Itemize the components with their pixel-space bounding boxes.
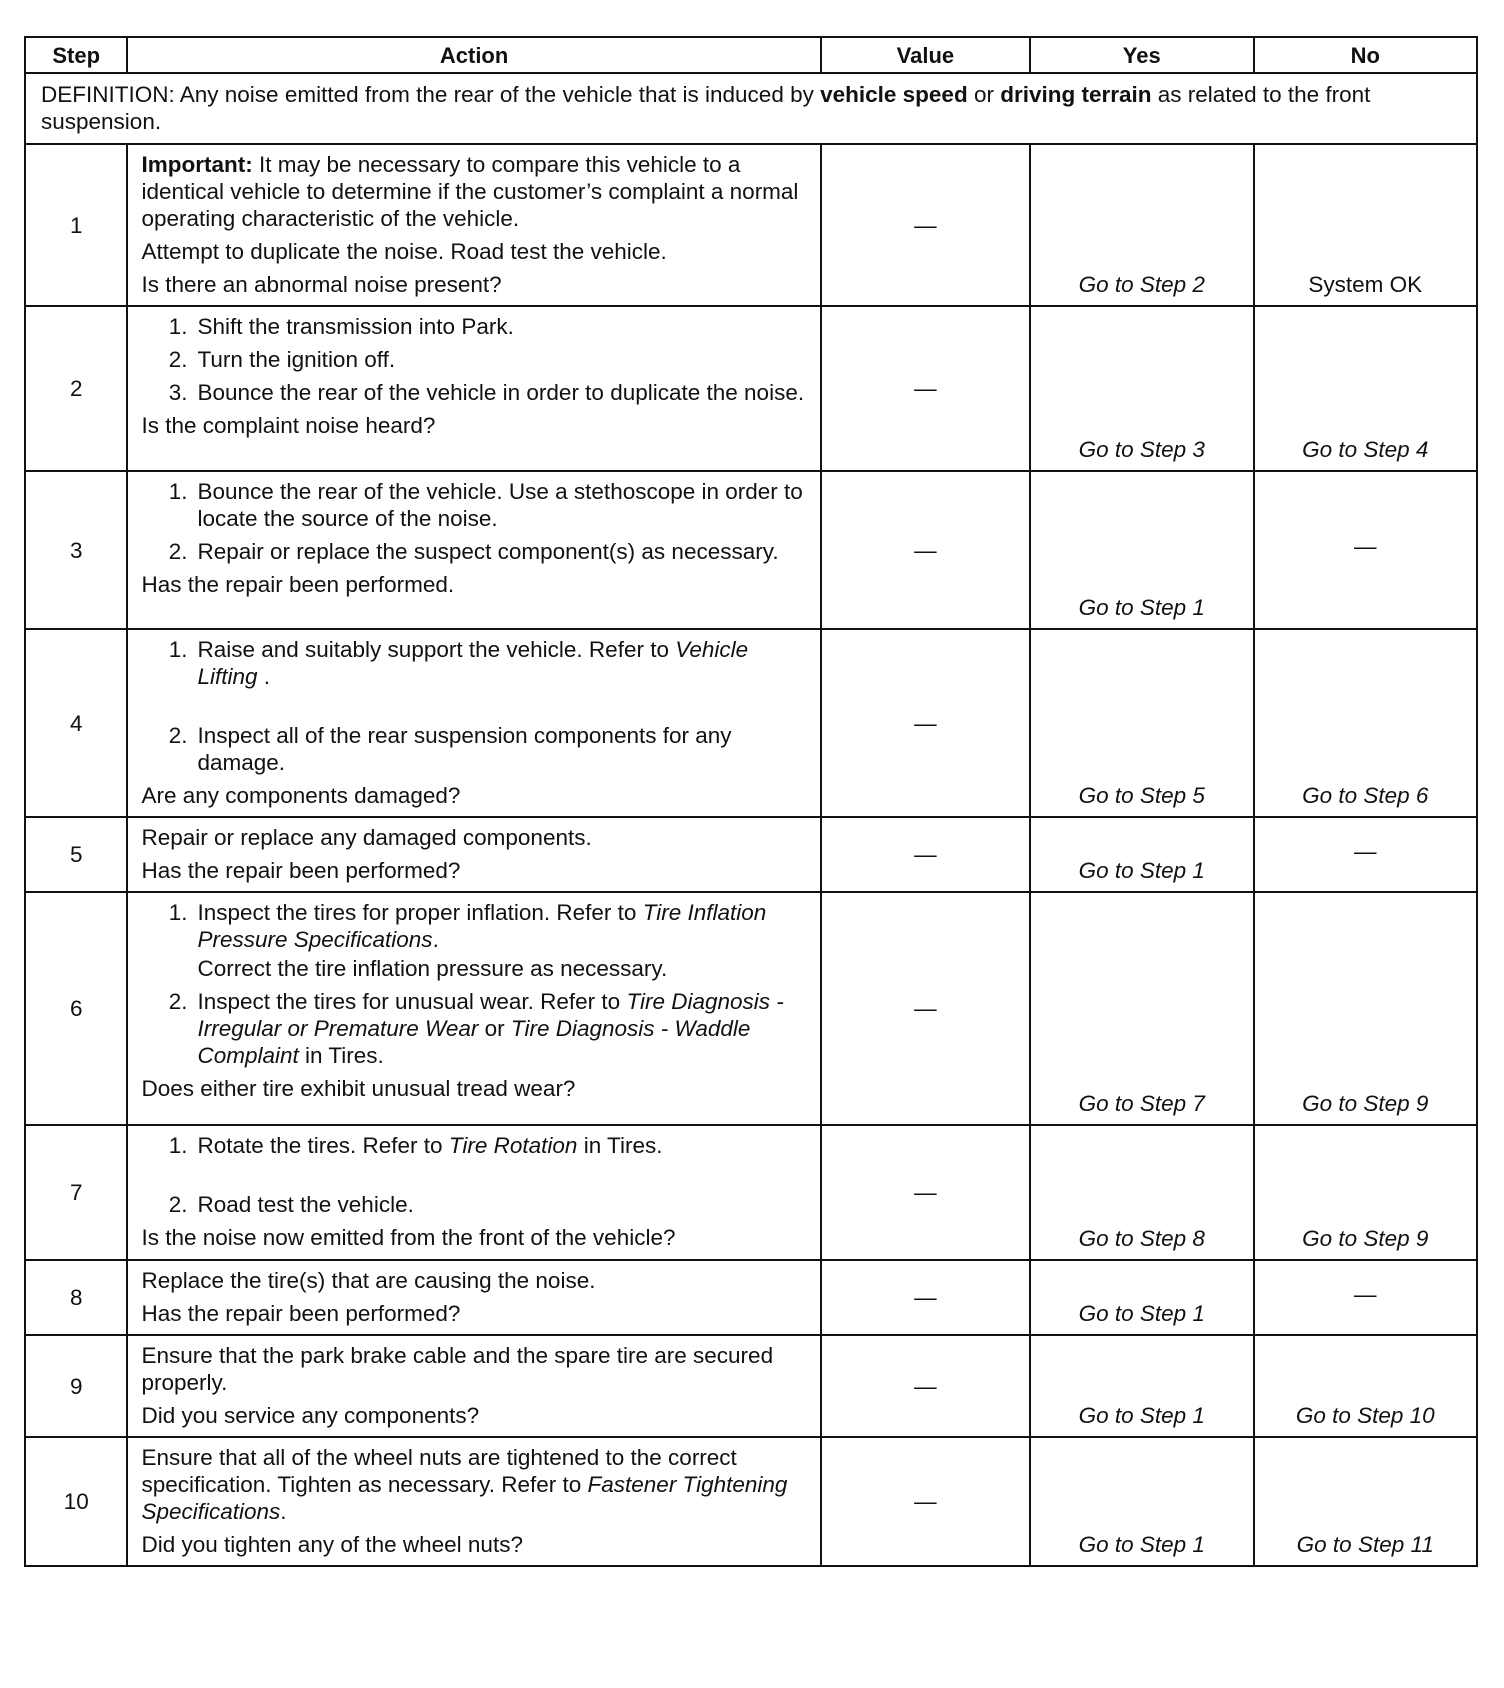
table-row bbox=[25, 629, 1477, 817]
value-cell: — bbox=[821, 1125, 1030, 1260]
action-cell bbox=[127, 1260, 820, 1335]
action-cell bbox=[127, 1335, 820, 1437]
value-cell: — bbox=[821, 1260, 1030, 1335]
diagnostic-page bbox=[24, 36, 1478, 1567]
step-number: 10 bbox=[25, 1437, 127, 1566]
no-link[interactable]: Go to Step 9 bbox=[1254, 892, 1478, 1125]
step-number: 4 bbox=[25, 629, 127, 817]
diagnostic-table bbox=[24, 36, 1478, 1567]
value-cell: — bbox=[821, 471, 1030, 629]
no-result: — bbox=[1254, 1260, 1478, 1335]
sub-instruction: Correct the tire inflation pressure as necessary. bbox=[197, 956, 668, 981]
definition-cell bbox=[25, 73, 1477, 144]
definition-row bbox=[25, 73, 1477, 144]
list-item: 3. Bounce the rear of the vehicle in order to duplicate the noise. bbox=[168, 380, 805, 405]
header-step: Step bbox=[25, 37, 127, 73]
reference-link[interactable]: Tire Inflation Pressure Specifications bbox=[197, 900, 767, 952]
list-item: 1. Inspect the tires for proper inflation. Refer to Tire Inflation Pressure Specifications. bbox=[168, 900, 767, 952]
action-text: Ensure that the park brake cable and the spare tire are secured properly. bbox=[141, 1343, 774, 1395]
action-text: Repair or replace any damaged components. bbox=[141, 825, 592, 850]
table-row bbox=[25, 1260, 1477, 1335]
value-cell: — bbox=[821, 1437, 1030, 1566]
yes-link[interactable]: Go to Step 5 bbox=[1030, 629, 1253, 817]
list-item: 1. Shift the transmission into Park. bbox=[168, 314, 514, 339]
header-action: Action bbox=[127, 37, 820, 73]
definition-suffix: as related to the front suspension. bbox=[41, 82, 1371, 134]
action-cell bbox=[127, 1437, 820, 1566]
value-cell: — bbox=[821, 817, 1030, 892]
action-question: Is the complaint noise heard? bbox=[141, 413, 436, 438]
important-label: Important: bbox=[141, 152, 253, 177]
no-result: — bbox=[1254, 817, 1478, 892]
action-text: Attempt to duplicate the noise. Road test the vehicle. bbox=[141, 239, 667, 264]
value-cell: — bbox=[821, 1335, 1030, 1437]
no-link[interactable]: Go to Step 9 bbox=[1254, 1125, 1478, 1260]
yes-link[interactable]: Go to Step 1 bbox=[1030, 1260, 1253, 1335]
table-row bbox=[25, 306, 1477, 471]
list-item: 1. Raise and suitably support the vehicle. Refer to Vehicle Lifting . bbox=[168, 637, 749, 689]
action-question: Has the repair been performed? bbox=[141, 858, 461, 883]
list-item: 2. Inspect all of the rear suspension components for any damage. bbox=[168, 723, 732, 775]
yes-link[interactable]: Go to Step 1 bbox=[1030, 817, 1253, 892]
no-result: — bbox=[1254, 471, 1478, 629]
action-question: Is there an abnormal noise present? bbox=[141, 272, 502, 297]
list-item: 2. Inspect the tires for unusual wear. Refer to Tire Diagnosis - Irregular or Premature Wear or Tire Diagnosis - Waddle Complaint in Tires. bbox=[168, 989, 784, 1068]
definition-mid: or bbox=[967, 82, 1001, 107]
value-cell: — bbox=[821, 629, 1030, 817]
table-row bbox=[25, 817, 1477, 892]
no-link[interactable]: Go to Step 10 bbox=[1254, 1335, 1478, 1437]
action-cell bbox=[127, 471, 820, 629]
step-number: 1 bbox=[25, 144, 127, 306]
step-number: 6 bbox=[25, 892, 127, 1125]
table-row bbox=[25, 1437, 1477, 1566]
important-note bbox=[141, 151, 811, 232]
header-value: Value bbox=[821, 37, 1030, 73]
important-text: It may be necessary to compare this vehicle to a identical vehicle to determine if the customer’s complaint a normal operating characteristic of the vehicle. bbox=[141, 152, 799, 231]
action-cell bbox=[127, 1125, 820, 1260]
table-row bbox=[25, 892, 1477, 1125]
action-question: Did you tighten any of the wheel nuts? bbox=[141, 1532, 523, 1557]
action-question: Has the repair been performed. bbox=[141, 572, 455, 597]
step-number: 9 bbox=[25, 1335, 127, 1437]
table-row bbox=[25, 1125, 1477, 1260]
action-cell bbox=[127, 629, 820, 817]
no-link[interactable]: Go to Step 11 bbox=[1254, 1437, 1478, 1566]
action-question: Are any components damaged? bbox=[141, 783, 461, 808]
action-text: Ensure that all of the wheel nuts are tightened to the correct specification. Tighten as necessary. Refer to Fastener Tightening Specifications. bbox=[141, 1445, 788, 1524]
yes-link[interactable]: Go to Step 7 bbox=[1030, 892, 1253, 1125]
action-cell bbox=[127, 306, 820, 471]
action-question: Did you service any components? bbox=[141, 1403, 480, 1428]
header-row bbox=[25, 37, 1477, 73]
yes-link[interactable]: Go to Step 2 bbox=[1030, 144, 1253, 306]
reference-link[interactable]: Vehicle Lifting bbox=[197, 637, 749, 689]
action-cell bbox=[127, 817, 820, 892]
value-cell: — bbox=[821, 892, 1030, 1125]
action-question: Is the noise now emitted from the front of the vehicle? bbox=[141, 1225, 676, 1250]
step-number: 3 bbox=[25, 471, 127, 629]
yes-link[interactable]: Go to Step 1 bbox=[1030, 1437, 1253, 1566]
action-question: Does either tire exhibit unusual tread wear? bbox=[141, 1076, 576, 1101]
no-link[interactable]: Go to Step 6 bbox=[1254, 629, 1478, 817]
step-number: 7 bbox=[25, 1125, 127, 1260]
action-text: Replace the tire(s) that are causing the noise. bbox=[141, 1268, 596, 1293]
table-row bbox=[25, 144, 1477, 306]
yes-link[interactable]: Go to Step 3 bbox=[1030, 306, 1253, 471]
action-question: Has the repair been performed? bbox=[141, 1301, 461, 1326]
value-cell: — bbox=[821, 306, 1030, 471]
list-item: 2. Road test the vehicle. bbox=[168, 1192, 414, 1217]
list-item: 1. Rotate the tires. Refer to Tire Rotation in Tires. bbox=[168, 1133, 663, 1158]
list-item: 2. Repair or replace the suspect component(s) as necessary. bbox=[168, 539, 779, 564]
reference-link[interactable]: Tire Diagnosis - Waddle Complaint bbox=[197, 1016, 751, 1068]
value-cell: — bbox=[821, 144, 1030, 306]
yes-link[interactable]: Go to Step 8 bbox=[1030, 1125, 1253, 1260]
yes-link[interactable]: Go to Step 1 bbox=[1030, 1335, 1253, 1437]
definition-prefix: DEFINITION: Any noise emitted from the rear of the vehicle that is induced by bbox=[41, 82, 821, 107]
list-item: 2. Turn the ignition off. bbox=[168, 347, 396, 372]
reference-link[interactable]: Tire Diagnosis - Irregular or Premature Wear bbox=[197, 989, 784, 1041]
action-cell bbox=[127, 892, 820, 1125]
header-yes: Yes bbox=[1030, 37, 1253, 73]
no-result: System OK bbox=[1254, 144, 1478, 306]
table-row bbox=[25, 471, 1477, 629]
yes-link[interactable]: Go to Step 1 bbox=[1030, 471, 1253, 629]
definition-bold-speed: vehicle speed bbox=[820, 82, 968, 107]
action-cell bbox=[127, 144, 820, 306]
definition-bold-terrain: driving terrain bbox=[1000, 82, 1152, 107]
step-number: 5 bbox=[25, 817, 127, 892]
header-no: No bbox=[1254, 37, 1478, 73]
step-number: 8 bbox=[25, 1260, 127, 1335]
step-number: 2 bbox=[25, 306, 127, 471]
reference-link[interactable]: Fastener Tightening Specifications bbox=[141, 1472, 788, 1524]
reference-link[interactable]: Tire Rotation bbox=[448, 1133, 578, 1158]
table-row bbox=[25, 1335, 1477, 1437]
no-link[interactable]: Go to Step 4 bbox=[1254, 306, 1478, 471]
list-item: 1. Bounce the rear of the vehicle. Use a stethoscope in order to locate the source of the noise. bbox=[168, 479, 803, 531]
